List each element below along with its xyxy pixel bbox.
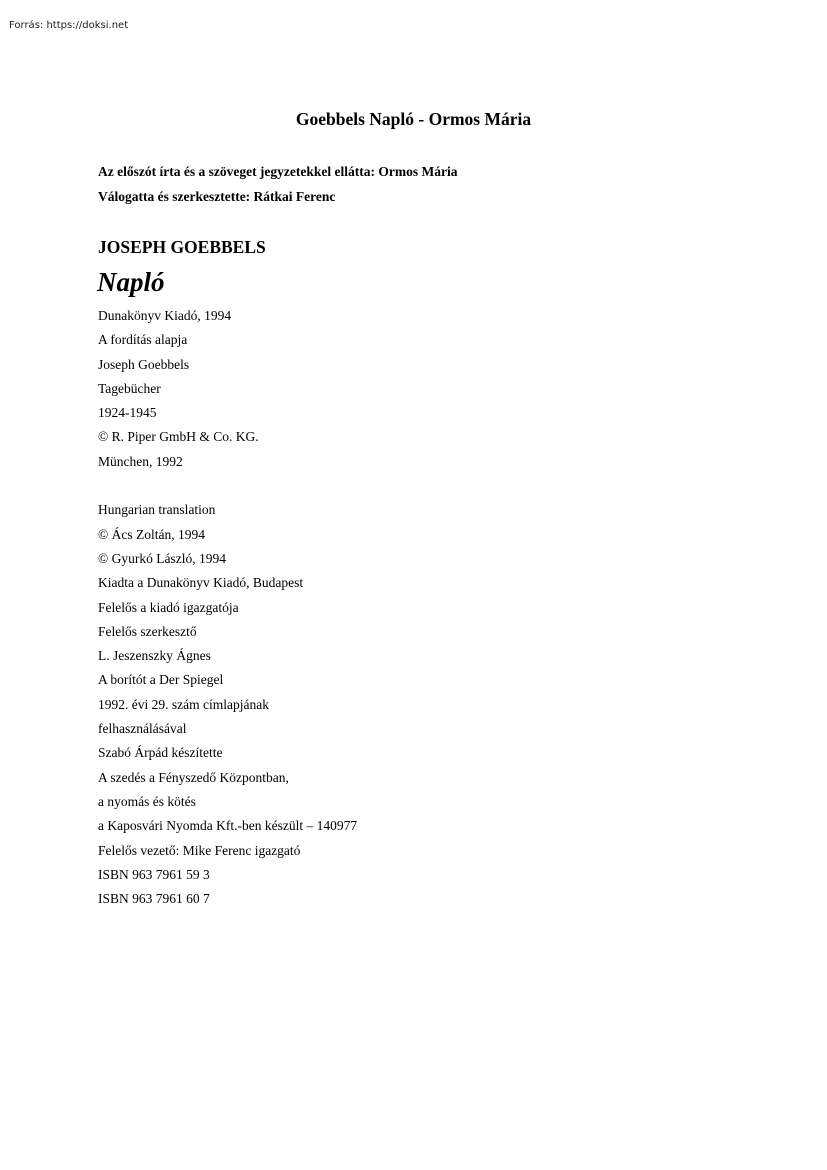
imprint-line: München, 1992	[98, 453, 183, 469]
imprint-line: 1992. évi 29. szám címlapjának	[98, 696, 269, 712]
imprint-line: © Gyurkó László, 1994	[98, 550, 226, 566]
imprint-line: Kiadta a Dunakönyv Kiadó, Budapest	[98, 575, 304, 591]
imprint-line: A szedés a Fényszedő Központban,	[98, 769, 289, 785]
credits-block	[98, 160, 457, 209]
imprint-line: 1924-1945	[98, 405, 157, 421]
imprint-line: a Kaposvári Nyomda Kft.-ben készült – 140977	[98, 818, 358, 834]
imprint-line: Hungarian translation	[98, 502, 216, 518]
imprint-line: Felelős vezető: Mike Ferenc igazgató	[98, 842, 301, 858]
imprint-line: © R. Piper GmbH & Co. KG.	[98, 429, 259, 445]
imprint-section	[98, 304, 357, 911]
source-note: Forrás: https://doksi.net	[9, 20, 129, 31]
imprint-line: Felelős a kiadó igazgatója	[98, 599, 239, 615]
imprint-line: Szabó Árpád készítette	[98, 745, 223, 761]
imprint-line: ISBN 963 7961 59 3	[98, 866, 210, 882]
imprint-line: A borítót a Der Spiegel	[98, 672, 224, 688]
credit-line-editor: Válogatta és szerkesztette: Rátkai Ferenc	[98, 188, 336, 204]
imprint-line: Joseph Goebbels	[98, 356, 190, 372]
imprint-line: Tagebücher	[98, 380, 161, 396]
imprint-line: felhasználásával	[98, 721, 187, 737]
paragraph-spacer	[98, 474, 357, 498]
document-title: Goebbels Napló - Ormos Mária	[295, 109, 532, 129]
imprint-line: ISBN 963 7961 60 7	[98, 891, 210, 907]
imprint-line: Dunakönyv Kiadó, 1994	[98, 308, 232, 323]
author-name: JOSEPH GOEBBELS	[98, 237, 266, 257]
book-title: Napló	[97, 267, 165, 297]
imprint-line: a nyomás és kötés	[98, 793, 196, 809]
imprint-line: Felelős szerkesztő	[98, 623, 197, 639]
imprint-line: L. Jeszenszky Ágnes	[98, 648, 211, 664]
credit-line-preface: Az előszót írta és a szöveget jegyzetekkel ellátta: Ormos Mária	[98, 164, 458, 179]
imprint-line: A fordítás alapja	[98, 332, 188, 348]
imprint-line: © Ács Zoltán, 1994	[98, 526, 205, 542]
